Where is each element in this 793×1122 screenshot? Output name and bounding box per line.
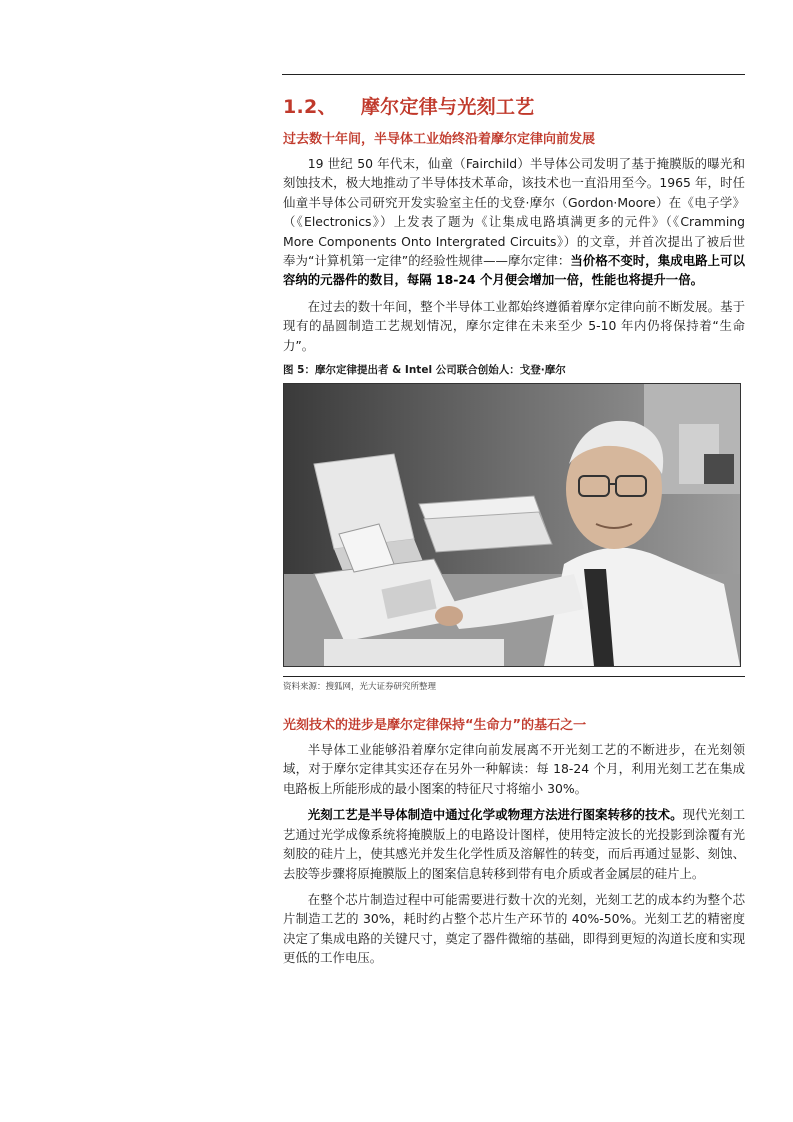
paragraph-lithography-definition (283, 805, 745, 883)
section-number: 1.2、 (283, 96, 337, 118)
section-heading (283, 92, 745, 119)
figure-caption: 图 5：摩尔定律提出者 & Intel 公司联合创始人：戈登·摩尔 (283, 364, 566, 377)
subheading-lithography: 光刻技术的进步是摩尔定律保持“生命力”的基石之一 (283, 718, 587, 734)
subheading-moores-law-history: 过去数十年间，半导体工业始终沿着摩尔定律向前发展 (283, 132, 596, 147)
paragraph-lithography-definition-bold: 光刻工艺是半导体制造中通过化学或物理方法进行图案转移的技术。 (307, 807, 683, 823)
page-content (283, 92, 745, 975)
section-title: 摩尔定律与光刻工艺 (360, 96, 535, 118)
paragraph-moore-law-definition: 当价格不变时，集成电路上可以容纳的元器件的数目，每隔 18-24 个月便会增加一倍，性能也将提升一倍。 (283, 253, 746, 288)
paragraph-moore-outlook: 在过去的数十年间，整个半导体工业都始终遵循着摩尔定律向前不断发展。基于现有的晶圆制造工艺规划情况，摩尔定律在未来至少 5-10 年内仍将保持着“生命力”。 (283, 298, 745, 353)
source-rule (283, 676, 745, 677)
paragraph-moore-history-text: 19 世纪 50 年代末，仙童（Fairchild）半导体公司发明了基于掩膜版的曝光和刻蚀技术，极大地推动了半导体技术革命，该技术也一直沿用至今。1965 年，时任仙童半导体公司研究开发实验室主任的戈登·摩尔（Gordon·Moore）在《电子学》（《Electronics》）上发表了题为《让集成电路填满更多的元件》（《Cramming More Components Onto Intergrated Circuits》）的文章，并首次提出了被后世奉为“计算机第一定律”的经验性规律——摩尔定律： (283, 156, 745, 269)
paragraph-moore-history (283, 154, 745, 290)
paragraph-lithography-definition-text: 现代光刻工艺通过光学成像系统将掩膜版上的电路设计图样，使用特定波长的光投影到涂覆有光刻胶的硅片上，使其感光并发生化学性质及溶解性的转变，而后再通过显影、刻蚀、去胶等步骤将原掩膜版上的图案信息转移到带有电介质或者金属层的硅片上。 (283, 807, 746, 881)
gordon-moore-photo (283, 383, 741, 667)
paragraph-lithography-interpretation: 半导体工业能够沿着摩尔定律向前发展离不开光刻工艺的不断进步，在光刻领域，对于摩尔定律其实还存在另外一种解读：每 18-24 个月，利用光刻工艺在集成电路板上所能形成的最小图案的特征尺寸将缩小 30%。 (283, 742, 745, 796)
gordon-moore-illustration (284, 384, 740, 666)
figure-source: 资料来源：搜狐网，光大证券研究所整理 (283, 682, 437, 693)
header-rule (282, 74, 745, 75)
paragraph-lithography-cost: 在整个芯片制造过程中可能需要进行数十次的光刻，光刻工艺的成本约为整个芯片制造工艺的 30%，耗时约占整个芯片生产环节的 40%-50%。光刻工艺的精密度决定了集成电路的关键尺寸，奠定了器件微缩的基础，即得到更短的沟道长度和实现更低的工作电压。 (283, 891, 745, 966)
